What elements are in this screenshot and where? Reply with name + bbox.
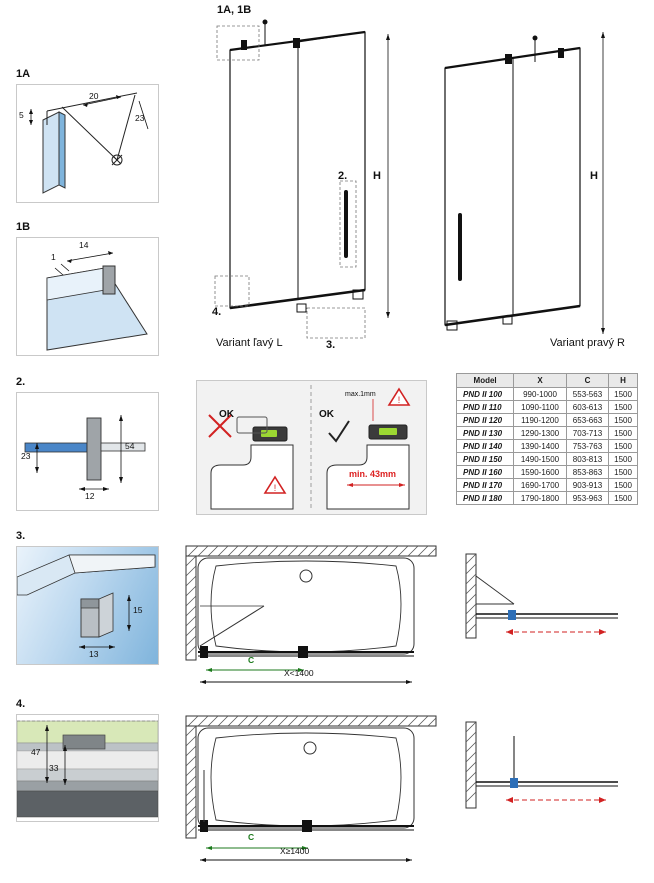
dim-c-bottom: C	[248, 832, 255, 842]
figure-4-panel	[16, 714, 159, 822]
dim-47: 47	[31, 747, 41, 757]
cell-x: 1390-1400	[514, 440, 567, 453]
dim-15: 15	[133, 605, 143, 615]
max-1mm-label: max.1mm	[345, 391, 376, 398]
table-row	[457, 401, 638, 414]
bath-bottom-view-svg	[176, 710, 446, 870]
cell-h: 1500	[609, 440, 638, 453]
cell-x: 1090-1100	[514, 401, 567, 414]
cell-h: 1500	[609, 453, 638, 466]
dim-c-top: C	[248, 655, 255, 665]
cell-h: 1500	[609, 466, 638, 479]
table-row	[457, 492, 638, 505]
cell-c: 803-813	[566, 453, 608, 466]
dim-54: 54	[125, 441, 135, 451]
cell-x: 1290-1300	[514, 427, 567, 440]
figure-4-label: 4.	[16, 698, 26, 710]
dim-5: 5	[19, 110, 24, 120]
model-table	[456, 373, 638, 505]
table-header-row	[457, 374, 638, 388]
svg-text:!: !	[273, 483, 277, 493]
header-model: Model	[457, 374, 514, 388]
cell-model: PND II 120	[457, 414, 514, 427]
figure-3-panel	[16, 546, 159, 665]
cell-model: PND II 150	[457, 453, 514, 466]
main-drawing-right	[425, 18, 640, 348]
cell-x: 1590-1600	[514, 466, 567, 479]
table-row	[457, 453, 638, 466]
main-drawing-left	[205, 4, 420, 351]
dim-23: 23	[21, 451, 31, 461]
min-43mm-label: min. 43mm	[349, 469, 397, 479]
figure-2-label: 2.	[16, 376, 26, 388]
level-instruction-drawing	[197, 381, 426, 514]
table-row	[457, 466, 638, 479]
dim-20: 20	[89, 91, 99, 101]
callout-1a-1b: 1A, 1B	[217, 4, 252, 16]
shower-door-right-svg	[425, 18, 640, 348]
table-row	[457, 479, 638, 492]
callout-4: 4.	[212, 306, 222, 318]
dim-13: 13	[89, 649, 99, 659]
cell-x: 1790-1800	[514, 492, 567, 505]
cell-model: PND II 110	[457, 401, 514, 414]
callout-2: 2.	[338, 170, 348, 182]
cell-x: 1190-1200	[514, 414, 567, 427]
level-instruction-panel	[196, 380, 427, 515]
cell-h: 1500	[609, 427, 638, 440]
figure-1a-drawing	[17, 85, 158, 202]
figure-1a-panel	[16, 84, 159, 203]
cell-h: 1500	[609, 401, 638, 414]
table-row	[457, 427, 638, 440]
side-detail-bottom	[458, 716, 638, 831]
cell-c: 653-663	[566, 414, 608, 427]
header-x: X	[514, 374, 567, 388]
figure-2-panel	[16, 392, 159, 511]
cell-model: PND II 170	[457, 479, 514, 492]
header-c: C	[566, 374, 608, 388]
cell-model: PND II 130	[457, 427, 514, 440]
cell-c: 703-713	[566, 427, 608, 440]
cell-c: 553-563	[566, 388, 608, 401]
cell-model: PND II 100	[457, 388, 514, 401]
height-label-right: H	[590, 170, 598, 182]
dim-33: 33	[49, 763, 59, 773]
cell-c: 903-913	[566, 479, 608, 492]
cell-model: PND II 140	[457, 440, 514, 453]
bath-bottom-view	[176, 710, 446, 870]
cell-h: 1500	[609, 479, 638, 492]
dim-12: 12	[85, 491, 95, 501]
figure-1a-label: 1A	[16, 68, 31, 80]
shower-door-left-svg	[205, 18, 420, 348]
dim-23: 23	[135, 113, 145, 123]
side-detail-top-svg	[458, 548, 638, 658]
bath-top-view	[176, 540, 446, 690]
figure-4-drawing	[17, 715, 158, 821]
dim-x-top: X<1400	[284, 668, 314, 678]
figure-3-label: 3.	[16, 530, 26, 542]
cell-x: 990-1000	[514, 388, 567, 401]
figure-1b-panel	[16, 237, 159, 356]
cell-x: 1690-1700	[514, 479, 567, 492]
cell-c: 753-763	[566, 440, 608, 453]
side-detail-bottom-svg	[458, 716, 638, 831]
cell-model: PND II 180	[457, 492, 514, 505]
dim-14: 14	[79, 240, 89, 250]
figure-1b-drawing	[17, 238, 158, 355]
ok-left-label: OK	[219, 409, 234, 420]
cell-c: 853-863	[566, 466, 608, 479]
table-row	[457, 388, 638, 401]
svg-text:!: !	[397, 395, 401, 405]
cell-model: PND II 160	[457, 466, 514, 479]
cell-h: 1500	[609, 492, 638, 505]
dim-x-bottom: X≥1400	[280, 846, 310, 856]
dim-1: 1	[51, 252, 56, 262]
callout-3: 3.	[326, 339, 336, 351]
height-label-left: H	[373, 170, 381, 182]
cell-h: 1500	[609, 414, 638, 427]
table-row	[457, 414, 638, 427]
figure-1b-label: 1B	[16, 221, 31, 233]
model-table-wrap	[456, 373, 638, 505]
table-row	[457, 440, 638, 453]
ok-right-label: OK	[319, 409, 334, 420]
variant-left-label: Variant ľavý L	[216, 337, 283, 349]
variant-right-label: Variant pravý R	[550, 337, 625, 349]
side-detail-top	[458, 548, 638, 658]
header-h: H	[609, 374, 638, 388]
cell-x: 1490-1500	[514, 453, 567, 466]
cell-c: 603-613	[566, 401, 608, 414]
cell-h: 1500	[609, 388, 638, 401]
cell-c: 953-963	[566, 492, 608, 505]
